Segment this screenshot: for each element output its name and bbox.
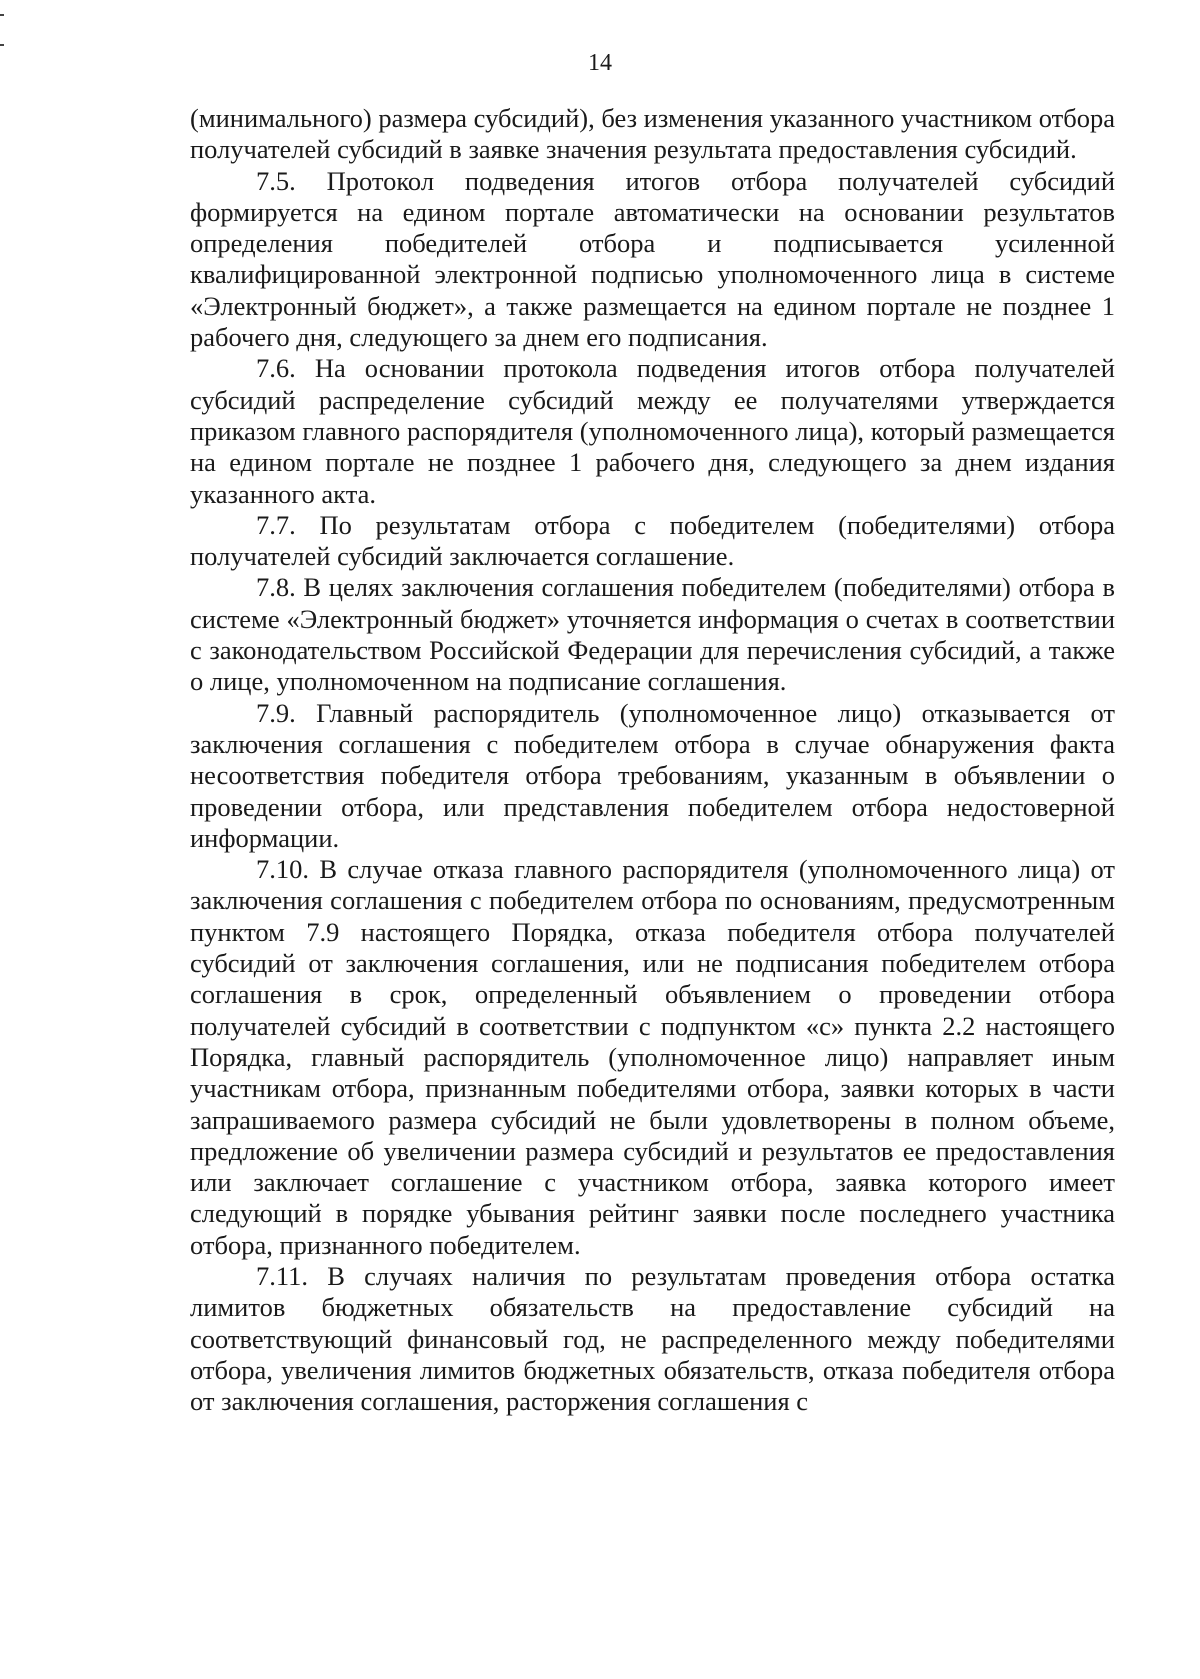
paragraph-7-11: 7.11. В случаях наличия по результатам проведения отбора остатка лимитов бюджетных обязательств на предоставление субсидий на соответствующий финансовый год, не распределенного между победителями отбора, увеличения лимитов бюджетных обязательств, отказа победителя отбора от заключения соглашения, расторжения соглашения с [190,1260,1115,1417]
paragraph-7-8: 7.8. В целях заключения соглашения победителем (победителями) отбора в системе «Электронный бюджет» уточняется информация о счетах в соответствии с законодательством Российской Федерации для перечисления субсидий, а также о лице, уполномоченном на подписание соглашения. [190,572,1115,697]
paragraph-continuation: (минимального) размера субсидий), без изменения указанного участником отбора получателей субсидий в заявке значения результата предоставления субсидий. [190,103,1115,165]
paragraph-7-5: 7.5. Протокол подведения итогов отбора получателей субсидий формируется на едином портале автоматически на основании результатов определения победителей отбора и подписывается усиленной квалифицированной электронной подписью уполномоченного лица в системе «Электронный бюджет», а также размещается на едином портале не позднее 1 рабочего дня, следующего за днем его подписания. [190,165,1115,353]
paragraph-7-10: 7.10. В случае отказа главного распорядителя (уполномоченного лица) от заключения соглашения с победителем отбора по основаниям, предусмотренным пунктом 7.9 настоящего Порядка, отказа победителя отбора получателей субсидий от заключения соглашения, или не подписания победителем отбора соглашения в срок, определенный объявлением о проведении отбора получателей субсидий в соответствии с подпунктом «с» пункта 2.2 настоящего Порядка, главный распорядитель (уполномоченное лицо) направляет иным участникам отбора, признанным победителями отбора, заявки которых в части запрашиваемого размера субсидий не были удовлетворены в полном объеме, предложение об увеличении размера субсидий и результатов ее предоставления или заключает соглашение с участником отбора, заявка которого имеет следующий в порядке убывания рейтинг заявки после последнего участника отбора, признанного победителем. [190,854,1115,1260]
paragraph-7-7: 7.7. По результатам отбора с победителем (победителями) отбора получателей субсидий заключается соглашение. [190,509,1115,572]
paragraph-7-6: 7.6. На основании протокола подведения итогов отбора получателей субсидий распределение субсидий между ее получателями утверждается приказом главного распорядителя (уполномоченного лица), который размещается на едином портале не позднее 1 рабочего дня, следующего за днем издания указанного акта. [190,353,1115,509]
paragraph-7-9: 7.9. Главный распорядитель (уполномоченное лицо) отказывается от заключения соглашения с победителем отбора в случае обнаружения факта несоответствия победителя отбора требованиям, указанным в объявлении о проведении отбора, или представления победителем отбора недостоверной информации. [190,697,1115,853]
document-body [190,103,1115,1417]
scan-edge-mark [0,14,4,16]
page-number: 14 [588,50,612,76]
scan-edge-mark [0,44,4,46]
